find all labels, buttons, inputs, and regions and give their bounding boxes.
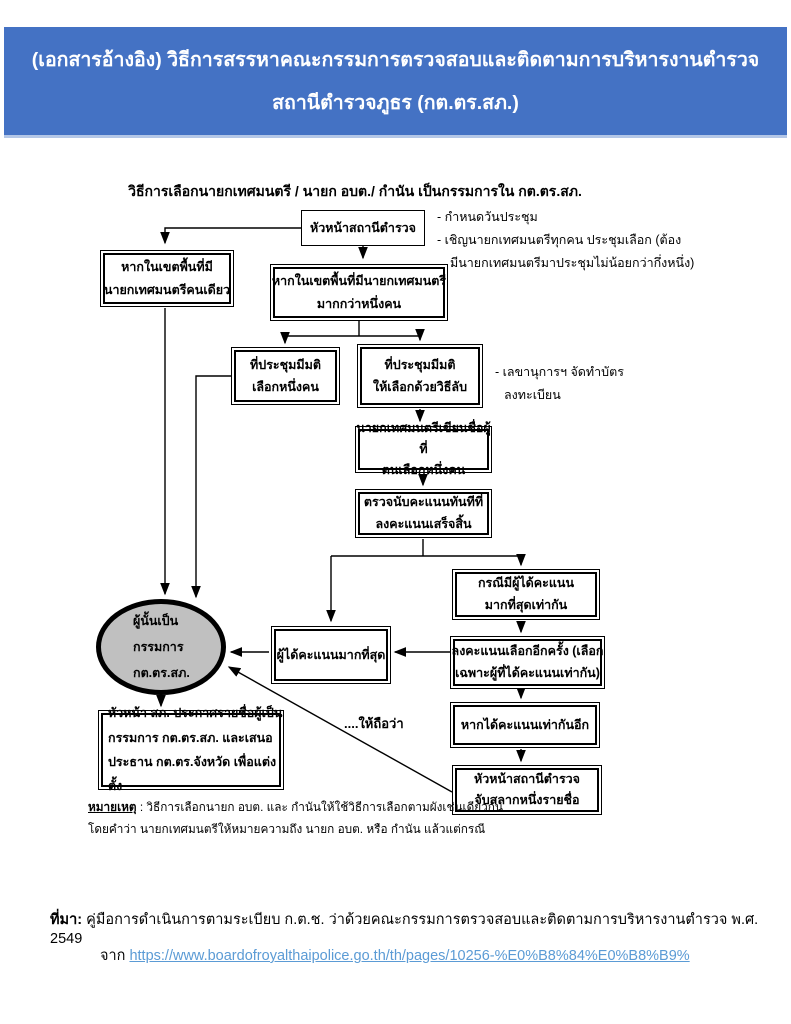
box-text: ที่ประชุมมีมติ bbox=[250, 357, 321, 372]
box-text: หากในเขตพื้นที่มี bbox=[121, 260, 213, 274]
box-text: นายกเทศมนตรีคนเดียว bbox=[103, 282, 231, 297]
flowchart-title: วิธีการเลือกนายกเทศมนตรี / นายก อบต./ กำนัน เป็นกรรมการใน กต.ตร.สภ. bbox=[128, 183, 582, 199]
box-revote bbox=[450, 636, 605, 689]
box-text: มากกว่าหนึ่งคน bbox=[316, 296, 402, 311]
box-text: จับสลากหนึ่งรายชื่อ bbox=[474, 793, 580, 807]
box-police-chief-text: หัวหน้าสถานีตำรวจ bbox=[309, 220, 417, 235]
box-text: หากในเขตพื้นที่มีนายกเทศมนตรี bbox=[271, 274, 447, 288]
note-line: มีนายกเทศมนตรีมาประชุมไม่น้อยกว่ากึ่งหนึ่ง) bbox=[450, 256, 695, 270]
from-label: จาก bbox=[100, 948, 130, 964]
note-line: - กำหนดวันประชุม bbox=[437, 210, 538, 224]
remark-sep: : bbox=[136, 800, 147, 814]
box-multi-mayor bbox=[270, 264, 448, 321]
box-resolution-one bbox=[231, 347, 340, 405]
box-text: นายกเทศมนตรีเขียนชื่อผู้ที่ bbox=[356, 420, 491, 456]
box-police-chief bbox=[301, 210, 425, 246]
box-text: ลงคะแนนเสร็จสิ้น bbox=[375, 516, 472, 531]
remark-text-1: วิธีการเลือกนายก อบต. และ กำนันให้ใช้วิธีการเลือกตามผังเช่นเดียวกัน bbox=[146, 800, 503, 814]
ellipse-text: กรรมการ bbox=[133, 639, 184, 654]
source-label: ที่มา: bbox=[50, 912, 83, 928]
box-text: หัวหน้า สภ. ประกาศรายชื่อผู้เป็น bbox=[108, 706, 283, 721]
box-text: ให้เลือกด้วยวิธีลับ bbox=[372, 380, 468, 394]
box-text: ผู้ได้คะแนนมากที่สุด bbox=[276, 647, 386, 662]
box-text: กรณีมีผู้ได้คะแนน bbox=[477, 576, 575, 591]
ellipse-text: กต.ตร.สภ. bbox=[133, 666, 190, 681]
box-announce bbox=[98, 706, 284, 794]
box-text: หัวหน้าสถานีตำรวจ bbox=[473, 771, 581, 786]
box-text: ตรวจนับคะแนนทันทีที่ bbox=[363, 495, 484, 510]
box-text: ตนเลือกหนึ่งคน bbox=[381, 463, 466, 478]
header-banner bbox=[4, 27, 787, 138]
remark-note bbox=[88, 796, 518, 840]
box-text: กรรมการ กต.ตร.สภ. และเสนอ bbox=[108, 730, 273, 745]
remark-line-1 bbox=[88, 796, 518, 818]
box-single-mayor bbox=[100, 250, 234, 307]
box-text: ที่ประชุมมีมติ bbox=[384, 357, 456, 372]
box-most-votes bbox=[271, 626, 391, 684]
header-line-1: (เอกสารอ้างอิง) วิธีการสรรหาคณะกรรมการตรวจสอบและติดตามการบริหารงานตำรวจ bbox=[31, 49, 760, 71]
ellipse-text: ผู้นั้นเป็น bbox=[133, 613, 179, 628]
remark-line-2: โดยคำว่า นายกเทศมนตรีให้หมายความถึง นายก อบต. หรือ กำนัน แล้วแต่กรณี bbox=[88, 822, 486, 836]
from-line bbox=[100, 944, 760, 967]
source-line bbox=[50, 908, 770, 947]
box-text: ลงคะแนนเลือกอีกครั้ง (เลือก bbox=[451, 644, 604, 659]
box-tie-case bbox=[452, 569, 600, 620]
source-link[interactable]: https://www.boardofroyalthaipolice.go.th/th/pages/10256-%E0%B8%84%E0%B8%B9% bbox=[129, 948, 690, 964]
remark-label: หมายเหตุ bbox=[88, 800, 137, 814]
box-text: มากที่สุดเท่ากัน bbox=[484, 597, 568, 612]
box-tie-again bbox=[450, 702, 600, 748]
note-line: ลงทะเบียน bbox=[504, 388, 561, 402]
box-text: หากได้คะแนนเท่ากันอีก bbox=[460, 717, 590, 732]
result-ellipse bbox=[96, 599, 226, 695]
box-resolution-secret bbox=[357, 344, 483, 408]
box-text: เลือกหนึ่งคน bbox=[252, 380, 319, 394]
secretary-notes bbox=[495, 361, 685, 407]
note-line: - เชิญนายกเทศมนตรีทุกคน ประชุมเลือก (ต้อง bbox=[437, 233, 682, 247]
source-text: คู่มือการดำเนินการตามระเบียบ ก.ต.ช. ว่าด้วยคณะกรรมการตรวจสอบและติดตามการบริหารงานตำรวจ พ.ศ. 2549 bbox=[50, 912, 759, 947]
note-line: - เลขานุการฯ จัดทำบัตร bbox=[495, 365, 624, 379]
deemed-label: ....ให้ถือว่า bbox=[344, 716, 404, 731]
box-text: ประธาน กต.ตร.จังหวัด เพื่อแต่งตั้ง bbox=[108, 755, 277, 794]
box-count-votes bbox=[355, 489, 492, 538]
box-text: เฉพาะผู้ที่ได้คะแนนเท่ากัน) bbox=[455, 665, 600, 680]
header-line-2: สถานีตำรวจภูธร (กต.ตร.สภ.) bbox=[272, 92, 519, 114]
police-chief-notes bbox=[437, 206, 782, 275]
box-write-name bbox=[355, 420, 492, 478]
